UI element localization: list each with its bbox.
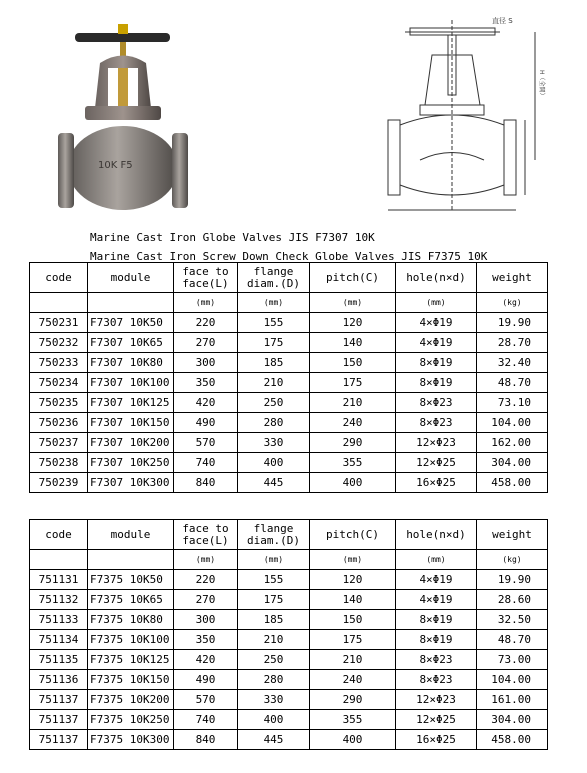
table-row <box>30 670 548 690</box>
cell-flange: 155 <box>238 313 310 333</box>
cell-weight: 28.60 <box>477 590 548 610</box>
cell-hole: 8×Φ19 <box>396 353 477 373</box>
cell-flange: 250 <box>238 393 310 413</box>
cell-weight: 19.90 <box>477 313 548 333</box>
cell-module: F7307 10K80 <box>88 353 174 373</box>
unit-flange: (mm) <box>238 550 310 570</box>
cell-pitch: 210 <box>310 650 396 670</box>
cell-module: F7307 10K50 <box>88 313 174 333</box>
cell-module: F7307 10K200 <box>88 433 174 453</box>
table-row <box>30 730 548 750</box>
cell-code: 751135 <box>30 650 88 670</box>
cell-module: F7375 10K50 <box>88 570 174 590</box>
cell-flange: 445 <box>238 730 310 750</box>
cell-weight: 304.00 <box>477 710 548 730</box>
cell-weight: 104.00 <box>477 413 548 433</box>
header-code: code <box>30 263 88 293</box>
table-row <box>30 650 548 670</box>
cell-hole: 12×Φ23 <box>396 690 477 710</box>
cell-pitch: 290 <box>310 690 396 710</box>
table-row <box>30 353 548 373</box>
cell-hole: 4×Φ19 <box>396 570 477 590</box>
unit-hole: (mm) <box>396 550 477 570</box>
cell-face: 840 <box>174 730 238 750</box>
titles <box>90 228 487 266</box>
cell-module: F7375 10K200 <box>88 690 174 710</box>
cell-face: 270 <box>174 333 238 353</box>
cell-face: 490 <box>174 670 238 690</box>
cell-module: F7375 10K300 <box>88 730 174 750</box>
cell-face: 350 <box>174 373 238 393</box>
table-row <box>30 373 548 393</box>
header-code: code <box>30 520 88 550</box>
cell-hole: 8×Φ19 <box>396 373 477 393</box>
cell-module: F7375 10K125 <box>88 650 174 670</box>
cell-hole: 8×Φ19 <box>396 630 477 650</box>
cell-code: 751137 <box>30 690 88 710</box>
cell-weight: 28.70 <box>477 333 548 353</box>
cell-pitch: 240 <box>310 413 396 433</box>
cell-module: F7375 10K250 <box>88 710 174 730</box>
cell-pitch: 290 <box>310 433 396 453</box>
cell-pitch: 120 <box>310 570 396 590</box>
header-weight: weight <box>477 263 548 293</box>
cell-pitch: 150 <box>310 610 396 630</box>
cell-module: F7375 10K150 <box>88 670 174 690</box>
cell-code: 751132 <box>30 590 88 610</box>
table-row <box>30 393 548 413</box>
cell-face: 300 <box>174 353 238 373</box>
cell-code: 751136 <box>30 670 88 690</box>
table-row <box>30 473 548 493</box>
cell-weight: 73.00 <box>477 650 548 670</box>
cell-module: F7307 10K300 <box>88 473 174 493</box>
cell-pitch: 150 <box>310 353 396 373</box>
cell-hole: 8×Φ23 <box>396 393 477 413</box>
unit-weight: (kg) <box>477 293 548 313</box>
cell-pitch: 355 <box>310 710 396 730</box>
header-pitch: pitch(C) <box>310 520 396 550</box>
cell-hole: 8×Φ23 <box>396 413 477 433</box>
cell-pitch: 140 <box>310 590 396 610</box>
cell-code: 751137 <box>30 710 88 730</box>
cell-flange: 250 <box>238 650 310 670</box>
cell-module: F7307 10K100 <box>88 373 174 393</box>
cell-flange: 280 <box>238 670 310 690</box>
title-f7375: Marine Cast Iron Screw Down Check Globe Valves JIS F7375 10K <box>90 250 488 263</box>
cell-weight: 104.00 <box>477 670 548 690</box>
unit-hole: (mm) <box>396 293 477 313</box>
cell-weight: 458.00 <box>477 730 548 750</box>
header-flange: flange diam.(D) <box>238 520 310 550</box>
valve-photo <box>50 18 200 213</box>
header-pitch: pitch(C) <box>310 263 396 293</box>
cell-module: F7375 10K100 <box>88 630 174 650</box>
header-hole: hole(n×d) <box>396 520 477 550</box>
unit-pitch: (mm) <box>310 550 396 570</box>
drawing-label-top: 直径 S <box>492 17 513 25</box>
header-module: module <box>88 263 174 293</box>
cell-weight: 162.00 <box>477 433 548 453</box>
cell-flange: 330 <box>238 433 310 453</box>
cell-code: 750233 <box>30 353 88 373</box>
unit-pitch: (mm) <box>310 293 396 313</box>
cell-weight: 19.90 <box>477 570 548 590</box>
cell-hole: 8×Φ23 <box>396 650 477 670</box>
cell-hole: 16×Φ25 <box>396 473 477 493</box>
cell-face: 740 <box>174 710 238 730</box>
spec-table-f7307 <box>29 262 548 493</box>
cell-code: 750232 <box>30 333 88 353</box>
cell-pitch: 400 <box>310 730 396 750</box>
cell-weight: 304.00 <box>477 453 548 473</box>
cell-face: 300 <box>174 610 238 630</box>
table-body <box>30 313 548 493</box>
header-hole: hole(n×d) <box>396 263 477 293</box>
cell-flange: 210 <box>238 630 310 650</box>
cell-flange: 400 <box>238 710 310 730</box>
cell-flange: 185 <box>238 610 310 630</box>
cell-module: F7307 10K250 <box>88 453 174 473</box>
cell-flange: 400 <box>238 453 310 473</box>
cell-pitch: 175 <box>310 373 396 393</box>
unit-face: (mm) <box>174 550 238 570</box>
cell-face: 420 <box>174 393 238 413</box>
table-row <box>30 313 548 333</box>
cell-hole: 8×Φ23 <box>396 670 477 690</box>
table-row <box>30 590 548 610</box>
cell-weight: 32.40 <box>477 353 548 373</box>
unit-face: (mm) <box>174 293 238 313</box>
cell-flange: 175 <box>238 590 310 610</box>
cell-code: 750237 <box>30 433 88 453</box>
cell-pitch: 120 <box>310 313 396 333</box>
cell-flange: 280 <box>238 413 310 433</box>
table-row <box>30 413 548 433</box>
cell-weight: 73.10 <box>477 393 548 413</box>
table-row <box>30 453 548 473</box>
cell-weight: 161.00 <box>477 690 548 710</box>
cell-module: F7375 10K65 <box>88 590 174 610</box>
svg-text:10K F5: 10K F5 <box>98 160 133 171</box>
cell-face: 220 <box>174 313 238 333</box>
cell-weight: 32.50 <box>477 610 548 630</box>
cell-module: F7307 10K65 <box>88 333 174 353</box>
cell-flange: 210 <box>238 373 310 393</box>
table-row <box>30 433 548 453</box>
header-module: module <box>88 520 174 550</box>
title-f7307: Marine Cast Iron Globe Valves JIS F7307 10K <box>90 231 375 244</box>
cell-face: 570 <box>174 690 238 710</box>
cell-face: 270 <box>174 590 238 610</box>
cell-pitch: 140 <box>310 333 396 353</box>
cell-code: 750235 <box>30 393 88 413</box>
cell-code: 751137 <box>30 730 88 750</box>
cell-pitch: 355 <box>310 453 396 473</box>
cell-pitch: 240 <box>310 670 396 690</box>
header-weight: weight <box>477 520 548 550</box>
cell-pitch: 175 <box>310 630 396 650</box>
cell-hole: 12×Φ25 <box>396 453 477 473</box>
table-row <box>30 333 548 353</box>
cell-hole: 4×Φ19 <box>396 333 477 353</box>
cell-hole: 16×Φ25 <box>396 730 477 750</box>
unit-flange: (mm) <box>238 293 310 313</box>
cell-weight: 48.70 <box>477 373 548 393</box>
cell-face: 420 <box>174 650 238 670</box>
cell-face: 840 <box>174 473 238 493</box>
header-flange: flange diam.(D) <box>238 263 310 293</box>
cell-face: 740 <box>174 453 238 473</box>
cell-weight: 458.00 <box>477 473 548 493</box>
table-body <box>30 570 548 750</box>
cell-flange: 175 <box>238 333 310 353</box>
table-row <box>30 570 548 590</box>
cell-code: 750236 <box>30 413 88 433</box>
cell-hole: 4×Φ19 <box>396 313 477 333</box>
cell-face: 490 <box>174 413 238 433</box>
cell-flange: 330 <box>238 690 310 710</box>
cell-code: 751134 <box>30 630 88 650</box>
table-row <box>30 610 548 630</box>
cell-code: 750238 <box>30 453 88 473</box>
cell-flange: 155 <box>238 570 310 590</box>
drawing-label-side: H（全開） <box>538 70 545 99</box>
cell-hole: 4×Φ19 <box>396 590 477 610</box>
cell-module: F7307 10K125 <box>88 393 174 413</box>
table-row <box>30 690 548 710</box>
valve-technical-drawing <box>380 10 550 220</box>
cell-code: 751133 <box>30 610 88 630</box>
cell-flange: 445 <box>238 473 310 493</box>
cell-hole: 12×Φ25 <box>396 710 477 730</box>
cell-code: 750231 <box>30 313 88 333</box>
header-face: face to face(L) <box>174 263 238 293</box>
cell-module: F7307 10K150 <box>88 413 174 433</box>
cell-face: 220 <box>174 570 238 590</box>
cell-hole: 8×Φ19 <box>396 610 477 630</box>
cell-code: 750234 <box>30 373 88 393</box>
cell-flange: 185 <box>238 353 310 373</box>
unit-weight: (kg) <box>477 550 548 570</box>
table-row <box>30 710 548 730</box>
cell-hole: 12×Φ23 <box>396 433 477 453</box>
cell-module: F7375 10K80 <box>88 610 174 630</box>
table-row <box>30 630 548 650</box>
cell-pitch: 400 <box>310 473 396 493</box>
header-face: face to face(L) <box>174 520 238 550</box>
spec-table-f7375 <box>29 519 548 750</box>
cell-weight: 48.70 <box>477 630 548 650</box>
cell-face: 570 <box>174 433 238 453</box>
cell-code: 750239 <box>30 473 88 493</box>
cell-pitch: 210 <box>310 393 396 413</box>
cell-code: 751131 <box>30 570 88 590</box>
cell-face: 350 <box>174 630 238 650</box>
